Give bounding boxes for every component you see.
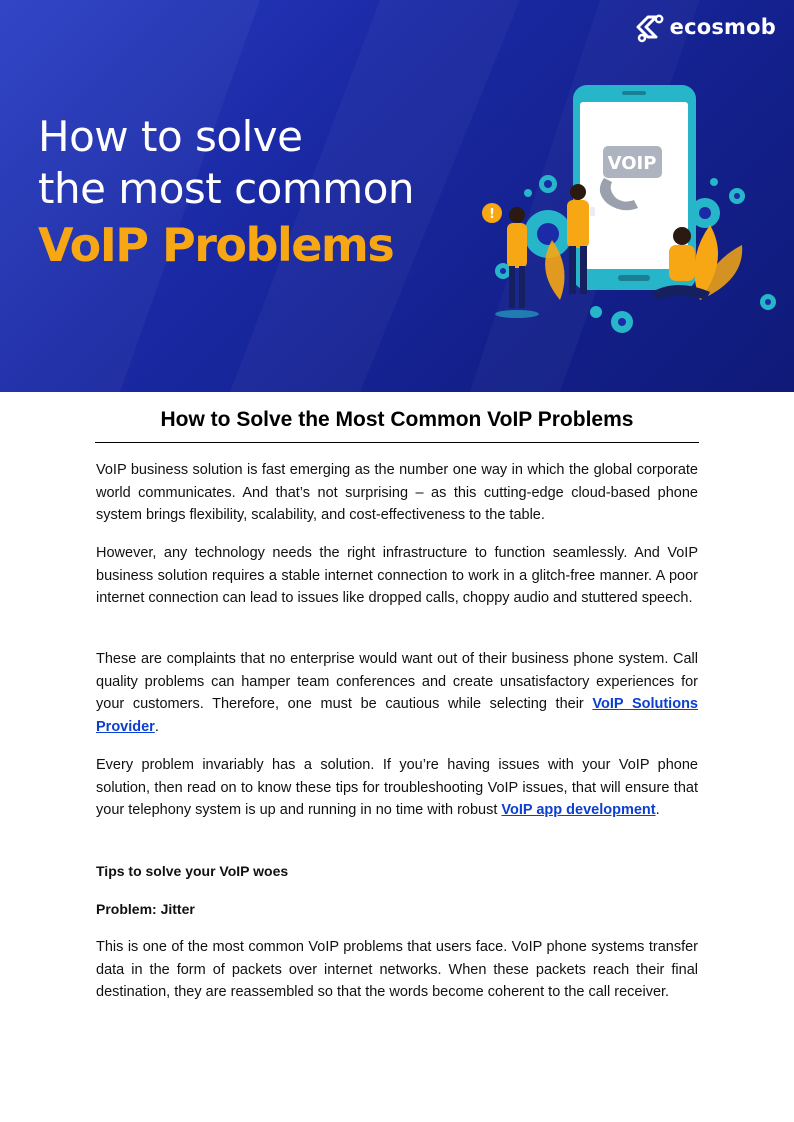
brand-name: ecosmob [669, 15, 776, 39]
paragraph-solution-text: Every problem invariably has a solution. If you’re having issues with your VoIP phone solution, then read on to know these tips for troubleshooting VoIP issues, that will ensure that your telephony system is up and running in no time with robust [96, 757, 698, 819]
paragraph-jitter: This is one of the most common VoIP problems that users face. VoIP phone systems transfer data in the form of packets over internet networks. When these packets reach their final destination, they are reassembled so that the words become coherent to the call receiver. [96, 939, 698, 1001]
banner-headline-line1: How to solve [38, 112, 303, 161]
voip-app-development-link[interactable]: VoIP app development [501, 802, 656, 819]
heading-problem-jitter: Problem: Jitter [96, 901, 195, 917]
voip-solutions-provider-link[interactable]: VoIP Solutions Provider [96, 696, 698, 736]
brand-logo [632, 11, 776, 43]
banner-headline-line2: the most common [38, 164, 415, 213]
paragraph-intro: VoIP business solution is fast emerging as the number one way in which the global corporate world communicates. And that’s not surprising – as this cutting-edge cloud-based phone system brings flexibility, scalability, and cost-effectiveness to the table. [96, 462, 698, 524]
document-title: How to Solve the Most Common VoIP Problems [160, 408, 634, 431]
title-divider [95, 442, 699, 443]
paragraph-solution [96, 754, 698, 822]
ecosmob-logo-icon [632, 11, 666, 43]
alert-icon: ! [489, 207, 495, 222]
banner-headline-line3: VoIP Problems [38, 218, 394, 272]
hero-banner [0, 0, 794, 392]
paragraph-complaints-end: . [154, 719, 159, 736]
paragraph-solution-end: . [655, 802, 660, 819]
voip-badge-text: VOIP [607, 153, 657, 174]
paragraph-infrastructure: However, any technology needs the right infrastructure to function seamlessly. And VoIP business solution requires a stable internet connection to work in a glitch-free manner. A poor internet connection can lead to issues like dropped calls, choppy audio and stuttered speech. [96, 545, 698, 607]
paragraph-complaints [96, 648, 698, 739]
heading-tips: Tips to solve your VoIP woes [96, 863, 289, 879]
paragraph-complaints-text: These are complaints that no enterprise would want out of their business phone system. Call quality problems can hamper team conferences and create unsatisfactory experiences for your customers. Therefore, one must be cautious while selecting their [96, 651, 698, 713]
